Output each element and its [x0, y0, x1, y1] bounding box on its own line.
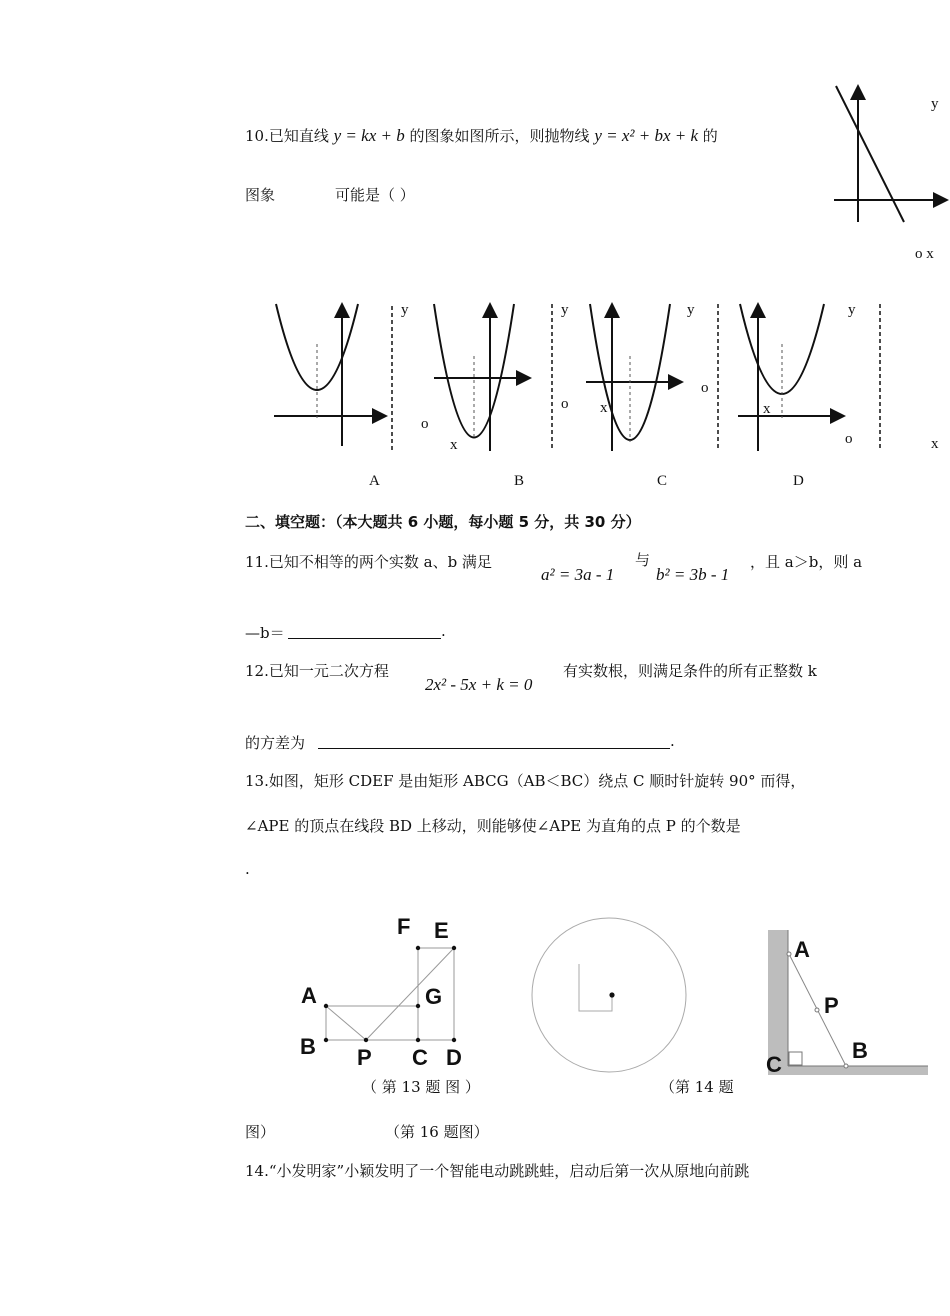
q11-line2: —b＝ [245, 624, 285, 642]
option-b-graph [434, 304, 552, 451]
q10-middle-text: 的图象如图所示，则抛物线 [409, 127, 590, 145]
opt-c-x-label: x [600, 400, 608, 416]
opt-b-o-label: o [561, 396, 569, 412]
fig13-label-e: E [434, 918, 449, 943]
graph-line [836, 86, 904, 222]
q12-suffix: 有实数根，则满足条件的所有正整数 k [563, 662, 817, 680]
fig14-caption-end: 图） [245, 1123, 276, 1141]
opt-d-y-label: y [848, 302, 856, 318]
q10-line2a: 图象 [245, 186, 276, 204]
q10-suffix: 的 [702, 127, 718, 145]
section2-title: 二、填空题：（本大题共 6 小题，每小题 5 分，共 30 分） [245, 513, 641, 531]
q12-end: . [670, 732, 675, 750]
q11-end: . [441, 622, 446, 640]
fig16-label-b: B [852, 1038, 868, 1063]
fig16-label-a: A [794, 937, 810, 962]
fig13-label-b: B [300, 1034, 316, 1059]
fig13-label-p: P [357, 1045, 372, 1070]
fig14-caption: （第 14 题 [660, 1078, 734, 1096]
opt-d-x-label: x [763, 401, 771, 417]
option-a-label: A [369, 473, 380, 489]
option-a-graph [274, 304, 392, 451]
q10-fig-ox-label: o x [915, 246, 934, 262]
q10-line2b: 可能是（ ） [335, 186, 415, 204]
opt-a-o-label: o [421, 416, 429, 432]
fig16-caption: （第 16 题图） [385, 1123, 489, 1141]
opt-a-y-label: y [401, 302, 409, 318]
fig13-label-c: C [412, 1045, 428, 1070]
opt-d-x-label: x [931, 436, 939, 452]
q13-line1: 13.如图，矩形 CDEF 是由矩形 ABCG（AB＜BC）绕点 C 顺时针旋转 90° 而得， [245, 772, 806, 790]
q13-line2: ∠APE 的顶点在线段 BD 上移动，则能够使∠APE 为直角的点 P 的个数是 [245, 817, 741, 835]
q12-equation: 2x² - 5x + k = 0 [425, 675, 533, 694]
q10-prefix: 10.已知直线 [245, 127, 329, 145]
q12-line2: 的方差为 [245, 734, 306, 752]
opt-b-y-label: y [561, 302, 569, 318]
q10-line-graph [832, 82, 947, 232]
q11-suffix: ，且 a＞b，则 a [750, 553, 863, 571]
q12-answer-blank[interactable] [318, 748, 670, 749]
q14-text: 14.“小发明家”小颖发明了一个智能电动跳跳蛙，启动后第一次从原地向前跳 [245, 1162, 750, 1180]
q13-line3: . [245, 860, 250, 878]
option-c-graph [586, 304, 718, 451]
opt-d-o-label: o [845, 431, 853, 447]
option-c-label: C [657, 473, 668, 489]
fig13-label-a: A [301, 983, 317, 1008]
q10-line1 [245, 125, 718, 146]
fig13-label-d: D [446, 1045, 462, 1070]
fig16-label-p: P [824, 993, 839, 1018]
q10-fig-y-label: y [931, 96, 939, 112]
q10-line-equation: y = kx + b [333, 126, 405, 145]
q11-equation-b: b² = 3b - 1 [656, 565, 730, 584]
q11-prefix: 11.已知不相等的两个实数 a、b 满足 [245, 553, 492, 571]
fig16-label-c: C [766, 1052, 782, 1077]
q12-prefix: 12.已知一元二次方程 [245, 662, 389, 680]
option-d-graph [738, 304, 880, 451]
fig13-caption: （ 第 13 题 图 ） [362, 1078, 480, 1096]
q11-equation-a: a² = 3a - 1 [541, 565, 615, 584]
opt-b-x-label: x [450, 437, 458, 453]
fig14-diagram [531, 917, 691, 1077]
q10-parabola-equation: y = x² + bx + k [594, 126, 699, 145]
option-b-label: B [514, 473, 525, 489]
q11-mid: 与 [635, 551, 651, 569]
opt-c-y-label: y [687, 302, 695, 318]
fig13-label-f: F [397, 914, 411, 939]
fig16-diagram [762, 928, 932, 1078]
fig13-label-g: G [425, 984, 443, 1009]
option-d-label: D [793, 473, 804, 489]
q11-answer-blank[interactable] [288, 638, 441, 639]
opt-c-o-label: o [701, 380, 709, 396]
